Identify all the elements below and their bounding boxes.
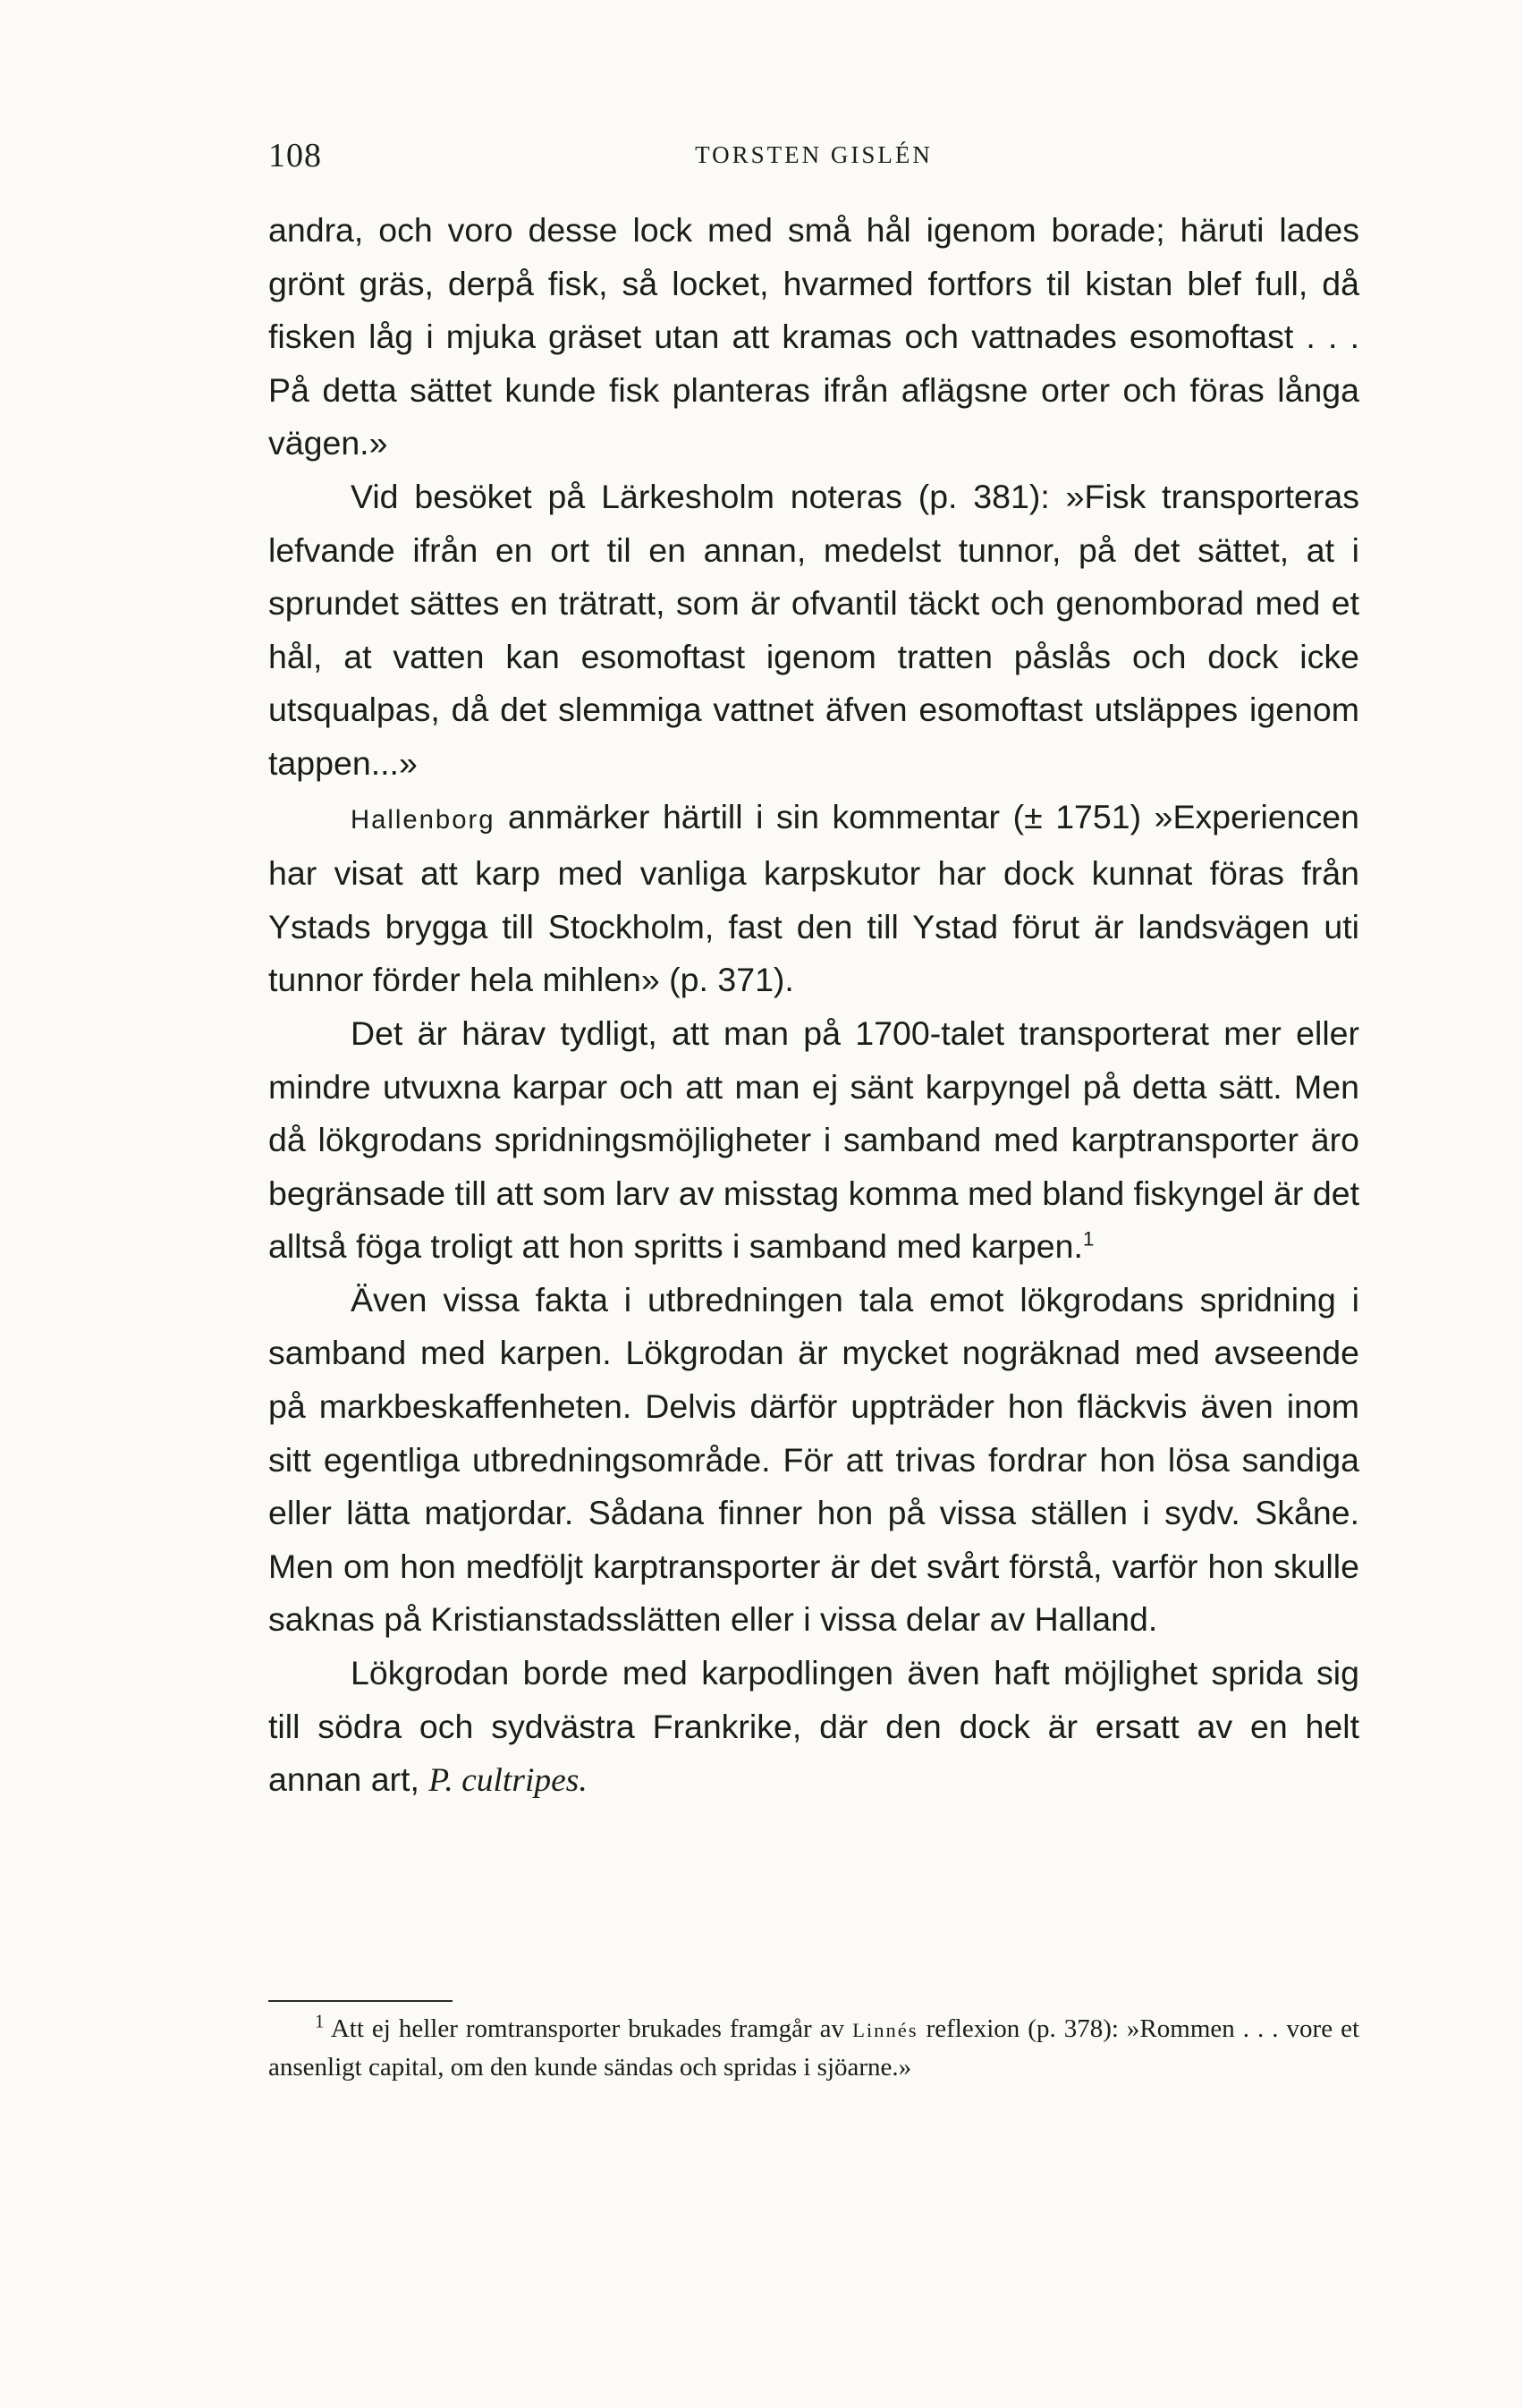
paragraph-continued: andra, och voro desse lock med små hål igenom borade; häruti lades grönt gräs, derpå fisk, så locket, hvarmed fortfors til kistan blef full, då fisken låg i mjuka gräset utan att kramas och vattnades esomoftast . . . På detta sättet kunde fisk planteras ifrån aflägsne orter och föras långa vägen.» [268,211,1359,462]
footnote-marker: 1 [315,2010,325,2032]
paragraph-text: Lökgrodan borde med karpodlingen även haft möjlighet sprida sig till södra och sydvästra Frankrike, där den dock är ersatt av en helt annan art, [268,1654,1359,1799]
author-name: Hallenborg [351,805,495,835]
page-number: 108 [268,137,322,174]
footnote-text: Att ej heller romtransporter brukades framgår av [324,2014,853,2043]
paragraph-distribution: Även vissa fakta i utbredningen tala emot lökgrodans spridning i samband med karpen. Lökgrodan är mycket nogräknad med avseende på markbeskaffenheten. Delvis därför uppträder hon fläckvis även inom sitt egentliga utbredningsområde. För att trivas fordrar hon lösa sandiga eller lätta matjordar. Sådana finner hon på vissa ställen i sydv. Skåne. Men om hon medföljt karptransporter är det svårt förstå, varför hon skulle saknas på Kristianstadsslätten eller i vissa delar av Halland. [268,1280,1359,1639]
species-name: P. cultripes. [428,1762,588,1800]
paragraph-text: Det är härav tydligt, att man på 1700-talet transporterat mer eller mindre utvuxna karpar och att man ej sänt karpyngel på detta sätt. Men då lökgrodans spridningsmöjligheter i samband med karptransporter äro begränsade till att som larv av misstag komma med bland fiskyngel är det alltså föga troligt att hon spritts i samband med karpen. [268,1013,1359,1266]
paragraph-hallenborg [268,791,1359,1007]
paragraph-larkesholm: Vid besöket på Lärkesholm noteras (p. 381): »Fisk transporteras lefvande ifrån en ort til en annan, medelst tunnor, på det sättet, at i sprundet sättes en trätratt, som är ofvantil täckt och genomborad med et hål, at vatten kan esomoftast igenom tratten påslås och dock icke utsqualpas, då det slemmiga vattnet äfven esomoftast utsläppes igenom tappen...» [268,477,1359,782]
footnote-divider [268,2000,453,2002]
footnote-author: Linnés [852,2019,918,2041]
footnote-text-end: reflexion (p. 378): »Rommen . . . vore et ansenligt capital, om den kunde sändas och spridas i sjöarne.» [268,2014,1359,2082]
footnote-reference: 1 [1082,1227,1095,1251]
paragraph-conclusion [268,1007,1359,1274]
paragraph-text: anmärker härtill i sin kommentar (± 1751) »Experiencen har visat att karp med vanliga karpskutor har dock kunnat föras från Ystads brygga till Stockholm, fast den till Ystad förut är landsvägen uti tunnor förder hela mihlen» (p. 371). [268,797,1359,999]
body-text [268,204,1359,1808]
paragraph-france [268,1647,1359,1808]
running-title: TORSTEN GISLÉN [695,141,933,168]
footnote [268,2011,1359,2086]
running-head [268,136,1359,190]
